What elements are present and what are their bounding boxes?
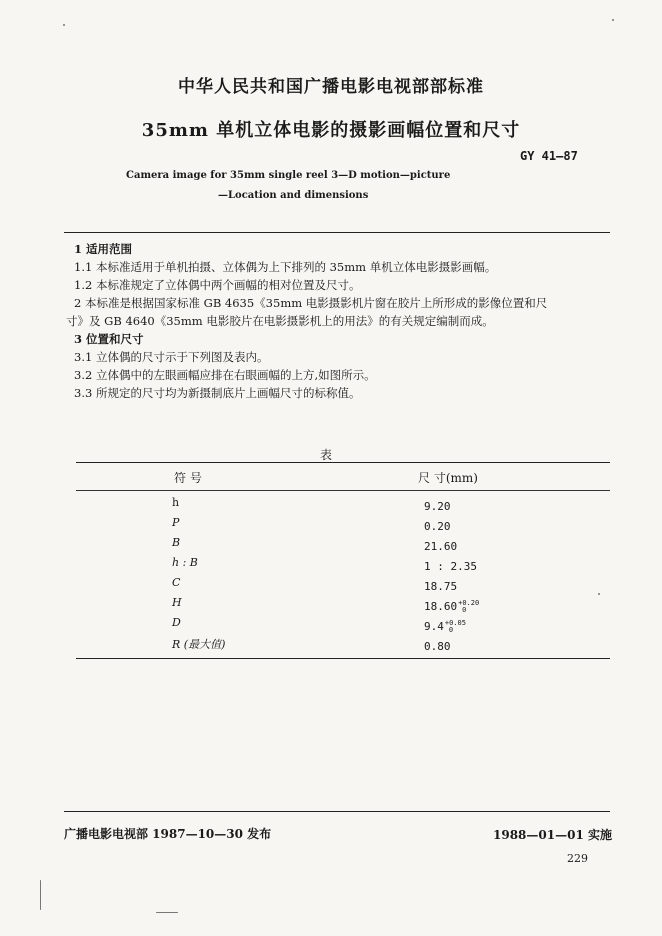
tolerance — [458, 600, 479, 614]
table-cell-value: 18.75 — [424, 580, 458, 593]
table-row: R (最大值) — [172, 638, 226, 651]
clause-3-1: 3.1 立体偶的尺寸示于下列图及表内。 — [74, 350, 269, 364]
table-row: P — [172, 516, 180, 529]
table-header-rule — [76, 490, 610, 491]
english-title-line1: Camera image for 35mm single reel 3—D motion—picture — [126, 170, 451, 181]
clause-1-1: 1.1 本标准适用于单机拍摄、立体偶为上下排列的 35mm 单机立体电影摄影画幅。 — [74, 260, 497, 274]
page-number: 229 — [567, 852, 588, 865]
table-cell-value: 9.4 — [424, 620, 444, 633]
table-caption: 表 — [320, 448, 333, 462]
table-row: B — [172, 536, 181, 549]
tolerance-upper: +0.20 — [458, 599, 480, 607]
table-cell-value: 1 : 2.35 — [424, 560, 477, 573]
table-row: h : B — [172, 556, 198, 569]
table-row: H — [172, 596, 182, 609]
table-row: D — [172, 616, 181, 629]
scan-speck — [40, 880, 41, 910]
table-cell-value: 21.60 — [424, 540, 458, 553]
table-symbol-column — [172, 496, 225, 656]
clause-2-cont: 寸》及 GB 4640《35mm 电影胶片在电影摄影机上的用法》的有关规定编制而成。 — [66, 314, 494, 328]
section-heading-3: 3 位置和尺寸 — [74, 332, 144, 346]
table-top-rule — [76, 462, 610, 463]
scan-speck — [612, 19, 614, 21]
table-cell-value: 0.80 — [424, 640, 451, 653]
table-header-symbol: 符 号 — [174, 471, 202, 485]
clause-3-2: 3.2 立体偶中的左眼画幅应排在右眼画幅的上方,如图所示。 — [74, 368, 376, 382]
tolerance-lower: 0 — [462, 606, 467, 614]
table-cell-value: 18.60 — [424, 600, 458, 613]
tolerance — [445, 620, 466, 634]
table-cell-value — [424, 600, 479, 620]
table-header-dimension: 尺 寸(mm) — [418, 471, 478, 485]
issue-date: 广播电影电视部 1987—10—30 发布 — [64, 827, 272, 841]
issuing-authority-title: 中华人民共和国广播电影电视部部标准 — [178, 77, 484, 97]
scan-speck — [598, 593, 600, 595]
clause-1-2: 1.2 本标准规定了立体偶中两个画幅的相对位置及尺寸。 — [74, 278, 361, 292]
section-heading-1: 1 适用范围 — [74, 242, 133, 256]
table-cell-value: 0.20 — [424, 520, 451, 533]
effective-date: 1988—01—01 实施 — [493, 828, 612, 842]
table-value-column — [424, 500, 479, 660]
table-cell-value: 9.20 — [424, 500, 451, 513]
english-title-line2: —Location and dimensions — [218, 190, 369, 201]
table-row: h — [172, 496, 180, 509]
footer-divider — [64, 811, 610, 812]
body-text — [66, 240, 547, 402]
table-cell-value — [424, 620, 479, 640]
scan-speck — [156, 912, 178, 913]
standard-code: GY 41—87 — [520, 149, 578, 163]
standard-title: 35mm 单机立体电影的摄影画幅位置和尺寸 — [141, 120, 521, 141]
tolerance-upper: +0.05 — [444, 619, 466, 627]
header-divider — [64, 232, 610, 233]
clause-2: 2 本标准是根据国家标准 GB 4635《35mm 电影摄影机片窗在胶片上所形成的影像位置和尺 — [74, 296, 548, 310]
clause-3-3: 3.3 所规定的尺寸均为新摄制底片上画幅尺寸的标称值。 — [74, 386, 361, 400]
tolerance-lower: 0 — [448, 626, 454, 634]
scan-speck — [63, 24, 65, 26]
table-bottom-rule — [76, 658, 610, 659]
table-row: C — [172, 576, 181, 589]
